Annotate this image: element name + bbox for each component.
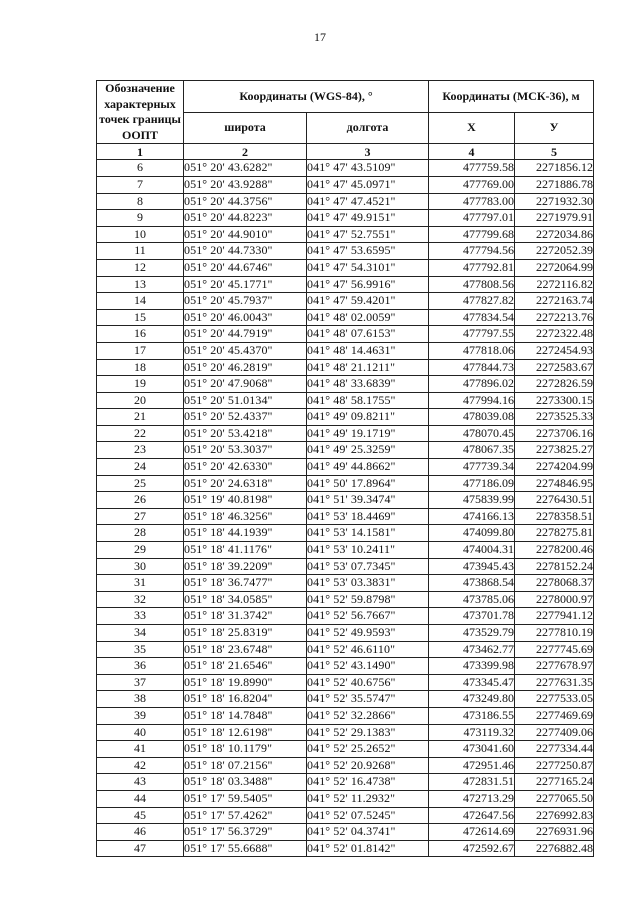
latitude-cell: 051° 20' 47.9068" — [184, 376, 307, 393]
x-cell: 473399.98 — [429, 658, 515, 675]
latitude-cell: 051° 20' 43.6282" — [184, 160, 307, 177]
longitude-cell: 041° 52' 07.5245" — [307, 807, 429, 824]
latitude-cell: 051° 17' 56.3729" — [184, 824, 307, 841]
y-cell: 2272213.76 — [515, 309, 594, 326]
point-number-cell: 26 — [97, 492, 184, 509]
x-cell: 477797.01 — [429, 210, 515, 227]
table-row — [97, 707, 594, 724]
table-row — [97, 226, 594, 243]
x-cell: 477794.56 — [429, 243, 515, 260]
point-number-cell: 36 — [97, 658, 184, 675]
longitude-cell: 041° 48' 07.6153" — [307, 326, 429, 343]
longitude-cell: 041° 53' 03.3831" — [307, 575, 429, 592]
point-number-cell: 15 — [97, 309, 184, 326]
point-number-cell: 27 — [97, 508, 184, 525]
latitude-cell: 051° 18' 34.0585" — [184, 591, 307, 608]
longitude-cell: 041° 49' 09.8211" — [307, 409, 429, 426]
point-number-cell: 28 — [97, 525, 184, 542]
y-cell: 2277941.12 — [515, 608, 594, 625]
longitude-cell: 041° 48' 21.1211" — [307, 359, 429, 376]
longitude-cell: 041° 52' 59.8798" — [307, 591, 429, 608]
y-cell: 2277631.35 — [515, 674, 594, 691]
latitude-cell: 051° 20' 45.1771" — [184, 276, 307, 293]
point-number-cell: 47 — [97, 840, 184, 857]
x-cell: 473529.79 — [429, 625, 515, 642]
longitude-cell: 041° 52' 40.6756" — [307, 674, 429, 691]
y-cell: 2277165.24 — [515, 774, 594, 791]
table-row — [97, 824, 594, 841]
table-row — [97, 259, 594, 276]
x-cell: 474099.80 — [429, 525, 515, 542]
table-row — [97, 276, 594, 293]
x-cell: 473345.47 — [429, 674, 515, 691]
point-number-cell: 22 — [97, 425, 184, 442]
x-cell: 473119.32 — [429, 724, 515, 741]
longitude-cell: 041° 52' 46.6110" — [307, 641, 429, 658]
latitude-cell: 051° 20' 44.7919" — [184, 326, 307, 343]
point-number-cell: 16 — [97, 326, 184, 343]
longitude-cell: 041° 52' 56.7667" — [307, 608, 429, 625]
latitude-cell: 051° 18' 36.7477" — [184, 575, 307, 592]
x-cell: 477827.82 — [429, 293, 515, 310]
y-cell: 2272116.82 — [515, 276, 594, 293]
longitude-cell: 041° 51' 39.3474" — [307, 492, 429, 509]
point-number-cell: 14 — [97, 293, 184, 310]
latitude-cell: 051° 18' 07.2156" — [184, 757, 307, 774]
latitude-cell: 051° 18' 41.1176" — [184, 542, 307, 559]
latitude-cell: 051° 18' 46.3256" — [184, 508, 307, 525]
longitude-cell: 041° 47' 54.3101" — [307, 259, 429, 276]
y-cell: 2277678.97 — [515, 658, 594, 675]
x-cell: 475839.99 — [429, 492, 515, 509]
point-number-cell: 35 — [97, 641, 184, 658]
longitude-cell: 041° 53' 18.4469" — [307, 508, 429, 525]
table-row — [97, 160, 594, 177]
point-number-cell: 24 — [97, 459, 184, 476]
y-cell: 2272826.59 — [515, 376, 594, 393]
x-cell: 474004.31 — [429, 542, 515, 559]
y-cell: 2272454.93 — [515, 342, 594, 359]
x-cell: 478067.35 — [429, 442, 515, 459]
x-cell: 477792.81 — [429, 259, 515, 276]
longitude-cell: 041° 47' 49.9151" — [307, 210, 429, 227]
latitude-cell: 051° 20' 45.7937" — [184, 293, 307, 310]
y-cell: 2276430.51 — [515, 492, 594, 509]
latitude-cell: 051° 18' 39.2209" — [184, 558, 307, 575]
y-cell: 2272034.86 — [515, 226, 594, 243]
y-cell: 2277065.50 — [515, 790, 594, 807]
point-number-cell: 31 — [97, 575, 184, 592]
longitude-cell: 041° 52' 01.8142" — [307, 840, 429, 857]
table-row — [97, 309, 594, 326]
x-cell: 473785.06 — [429, 591, 515, 608]
column-number: 4 — [429, 144, 515, 160]
point-number-cell: 23 — [97, 442, 184, 459]
latitude-cell: 051° 20' 53.4218" — [184, 425, 307, 442]
longitude-cell: 041° 52' 11.2932" — [307, 790, 429, 807]
latitude-cell: 051° 20' 44.3756" — [184, 193, 307, 210]
x-cell: 477844.73 — [429, 359, 515, 376]
y-cell: 2271886.78 — [515, 176, 594, 193]
latitude-cell: 051° 18' 31.3742" — [184, 608, 307, 625]
table-row — [97, 293, 594, 310]
header-y: У — [515, 112, 594, 144]
longitude-cell: 041° 49' 44.8662" — [307, 459, 429, 476]
table-row — [97, 608, 594, 625]
page-number: 17 — [314, 30, 326, 44]
table-row — [97, 359, 594, 376]
latitude-cell: 051° 20' 44.6746" — [184, 259, 307, 276]
latitude-cell: 051° 20' 53.3037" — [184, 442, 307, 459]
column-number: 3 — [307, 144, 429, 160]
latitude-cell: 051° 20' 44.7330" — [184, 243, 307, 260]
latitude-cell: 051° 18' 21.6546" — [184, 658, 307, 675]
longitude-cell: 041° 47' 47.4521" — [307, 193, 429, 210]
point-number-cell: 19 — [97, 376, 184, 393]
table-row — [97, 625, 594, 642]
y-cell: 2276992.83 — [515, 807, 594, 824]
x-cell: 473249.80 — [429, 691, 515, 708]
y-cell: 2278068.37 — [515, 575, 594, 592]
longitude-cell: 041° 48' 58.1755" — [307, 392, 429, 409]
coordinates-body — [97, 160, 594, 857]
longitude-cell: 041° 52' 16.4738" — [307, 774, 429, 791]
latitude-cell: 051° 20' 43.9288" — [184, 176, 307, 193]
table-row — [97, 724, 594, 741]
point-number-cell: 39 — [97, 707, 184, 724]
latitude-cell: 051° 17' 57.4262" — [184, 807, 307, 824]
table-row — [97, 326, 594, 343]
x-cell: 472713.29 — [429, 790, 515, 807]
x-cell: 473701.78 — [429, 608, 515, 625]
latitude-cell: 051° 20' 44.8223" — [184, 210, 307, 227]
x-cell: 472647.56 — [429, 807, 515, 824]
y-cell: 2273825.27 — [515, 442, 594, 459]
x-cell: 472951.46 — [429, 757, 515, 774]
point-number-cell: 40 — [97, 724, 184, 741]
x-cell: 477797.55 — [429, 326, 515, 343]
point-number-cell: 46 — [97, 824, 184, 841]
point-number-cell: 21 — [97, 409, 184, 426]
latitude-cell: 051° 19' 40.8198" — [184, 492, 307, 509]
longitude-cell: 041° 49' 19.1719" — [307, 425, 429, 442]
y-cell: 2272163.74 — [515, 293, 594, 310]
longitude-cell: 041° 52' 04.3741" — [307, 824, 429, 841]
y-cell: 2278200.46 — [515, 542, 594, 559]
point-number-cell: 44 — [97, 790, 184, 807]
table-row — [97, 376, 594, 393]
point-number-cell: 30 — [97, 558, 184, 575]
x-cell: 477818.06 — [429, 342, 515, 359]
longitude-cell: 041° 47' 52.7551" — [307, 226, 429, 243]
y-cell: 2278275.81 — [515, 525, 594, 542]
table-row — [97, 674, 594, 691]
x-cell: 473186.55 — [429, 707, 515, 724]
longitude-cell: 041° 48' 33.6839" — [307, 376, 429, 393]
longitude-cell: 041° 47' 53.6595" — [307, 243, 429, 260]
table-row — [97, 641, 594, 658]
x-cell: 477769.00 — [429, 176, 515, 193]
x-cell: 477186.09 — [429, 475, 515, 492]
point-number-cell: 20 — [97, 392, 184, 409]
longitude-cell: 041° 47' 59.4201" — [307, 293, 429, 310]
table-row — [97, 243, 594, 260]
latitude-cell: 051° 18' 10.1179" — [184, 741, 307, 758]
latitude-cell: 051° 18' 44.1939" — [184, 525, 307, 542]
point-number-cell: 25 — [97, 475, 184, 492]
table-row — [97, 575, 594, 592]
x-cell: 478070.45 — [429, 425, 515, 442]
x-cell: 473041.60 — [429, 741, 515, 758]
point-number-cell: 42 — [97, 757, 184, 774]
table-row — [97, 774, 594, 791]
longitude-cell: 041° 50' 17.8964" — [307, 475, 429, 492]
longitude-cell: 041° 52' 43.1490" — [307, 658, 429, 675]
longitude-cell: 041° 47' 45.0971" — [307, 176, 429, 193]
latitude-cell: 051° 18' 14.7848" — [184, 707, 307, 724]
point-number-cell: 29 — [97, 542, 184, 559]
table-row — [97, 525, 594, 542]
x-cell: 474166.13 — [429, 508, 515, 525]
y-cell: 2271979.91 — [515, 210, 594, 227]
y-cell: 2273525.33 — [515, 409, 594, 426]
y-cell: 2278152.24 — [515, 558, 594, 575]
table-row — [97, 658, 594, 675]
longitude-cell: 041° 48' 14.4631" — [307, 342, 429, 359]
header-msk36: Координаты (МСК-36), м — [429, 81, 594, 113]
column-number-row — [97, 144, 594, 160]
x-cell: 477739.34 — [429, 459, 515, 476]
point-number-cell: 10 — [97, 226, 184, 243]
table-row — [97, 210, 594, 227]
latitude-cell: 051° 20' 44.9010" — [184, 226, 307, 243]
longitude-cell: 041° 52' 35.5747" — [307, 691, 429, 708]
table-row — [97, 757, 594, 774]
x-cell: 473945.43 — [429, 558, 515, 575]
y-cell: 2272052.39 — [515, 243, 594, 260]
point-number-cell: 41 — [97, 741, 184, 758]
table-row — [97, 508, 594, 525]
latitude-cell: 051° 18' 19.8990" — [184, 674, 307, 691]
x-cell: 477834.54 — [429, 309, 515, 326]
table-row — [97, 342, 594, 359]
point-number-cell: 38 — [97, 691, 184, 708]
x-cell: 478039.08 — [429, 409, 515, 426]
y-cell: 2278358.51 — [515, 508, 594, 525]
y-cell: 2277533.05 — [515, 691, 594, 708]
y-cell: 2277409.06 — [515, 724, 594, 741]
table-row — [97, 193, 594, 210]
y-cell: 2277469.69 — [515, 707, 594, 724]
y-cell: 2274846.95 — [515, 475, 594, 492]
table-row — [97, 392, 594, 409]
longitude-cell: 041° 52' 29.1383" — [307, 724, 429, 741]
x-cell: 477783.00 — [429, 193, 515, 210]
point-number-cell: 6 — [97, 160, 184, 177]
x-cell: 477799.68 — [429, 226, 515, 243]
latitude-cell: 051° 18' 03.3488" — [184, 774, 307, 791]
x-cell: 473462.77 — [429, 641, 515, 658]
y-cell: 2271856.12 — [515, 160, 594, 177]
column-number: 1 — [97, 144, 184, 160]
table-row — [97, 475, 594, 492]
point-number-cell: 8 — [97, 193, 184, 210]
table-row — [97, 741, 594, 758]
column-number: 5 — [515, 144, 594, 160]
point-number-cell: 13 — [97, 276, 184, 293]
y-cell: 2278000.97 — [515, 591, 594, 608]
longitude-cell: 041° 52' 20.9268" — [307, 757, 429, 774]
y-cell: 2277334.44 — [515, 741, 594, 758]
x-cell: 472831.51 — [429, 774, 515, 791]
y-cell: 2276882.48 — [515, 840, 594, 857]
latitude-cell: 051° 20' 42.6330" — [184, 459, 307, 476]
y-cell: 2271932.30 — [515, 193, 594, 210]
point-number-cell: 11 — [97, 243, 184, 260]
point-number-cell: 17 — [97, 342, 184, 359]
point-number-cell: 37 — [97, 674, 184, 691]
latitude-cell: 051° 20' 51.0134" — [184, 392, 307, 409]
y-cell: 2277745.69 — [515, 641, 594, 658]
table-row — [97, 790, 594, 807]
y-cell: 2277250.87 — [515, 757, 594, 774]
x-cell: 472614.69 — [429, 824, 515, 841]
header-point-designation: Обозначение характерных точек границы ООПТ — [97, 81, 184, 144]
point-number-cell: 7 — [97, 176, 184, 193]
table-row — [97, 176, 594, 193]
y-cell: 2272583.67 — [515, 359, 594, 376]
longitude-cell: 041° 47' 43.5109" — [307, 160, 429, 177]
longitude-cell: 041° 53' 07.7345" — [307, 558, 429, 575]
point-number-cell: 12 — [97, 259, 184, 276]
table-row — [97, 807, 594, 824]
longitude-cell: 041° 52' 49.9593" — [307, 625, 429, 642]
latitude-cell: 051° 20' 46.0043" — [184, 309, 307, 326]
x-cell: 473868.54 — [429, 575, 515, 592]
y-cell: 2272322.48 — [515, 326, 594, 343]
header-x: Х — [429, 112, 515, 144]
y-cell: 2272064.99 — [515, 259, 594, 276]
y-cell: 2277810.19 — [515, 625, 594, 642]
longitude-cell: 041° 48' 02.0059" — [307, 309, 429, 326]
latitude-cell: 051° 17' 55.6688" — [184, 840, 307, 857]
point-number-cell: 18 — [97, 359, 184, 376]
header-longitude: долгота — [307, 112, 429, 144]
table-row — [97, 442, 594, 459]
x-cell: 477808.56 — [429, 276, 515, 293]
latitude-cell: 051° 20' 24.6318" — [184, 475, 307, 492]
column-number: 2 — [184, 144, 307, 160]
y-cell: 2276931.96 — [515, 824, 594, 841]
y-cell: 2273706.16 — [515, 425, 594, 442]
x-cell: 477896.02 — [429, 376, 515, 393]
x-cell: 477759.58 — [429, 160, 515, 177]
longitude-cell: 041° 47' 56.9916" — [307, 276, 429, 293]
latitude-cell: 051° 18' 25.8319" — [184, 625, 307, 642]
table-row — [97, 409, 594, 426]
y-cell: 2273300.15 — [515, 392, 594, 409]
table-row — [97, 425, 594, 442]
latitude-cell: 051° 17' 59.5405" — [184, 790, 307, 807]
header-latitude: широта — [184, 112, 307, 144]
longitude-cell: 041° 52' 25.2652" — [307, 741, 429, 758]
longitude-cell: 041° 53' 14.1581" — [307, 525, 429, 542]
latitude-cell: 051° 20' 45.4370" — [184, 342, 307, 359]
x-cell: 472592.67 — [429, 840, 515, 857]
latitude-cell: 051° 20' 46.2819" — [184, 359, 307, 376]
point-number-cell: 32 — [97, 591, 184, 608]
point-number-cell: 33 — [97, 608, 184, 625]
latitude-cell: 051° 20' 52.4337" — [184, 409, 307, 426]
longitude-cell: 041° 52' 32.2866" — [307, 707, 429, 724]
point-number-cell: 45 — [97, 807, 184, 824]
longitude-cell: 041° 49' 25.3259" — [307, 442, 429, 459]
point-number-cell: 9 — [97, 210, 184, 227]
table-row — [97, 542, 594, 559]
x-cell: 477994.16 — [429, 392, 515, 409]
coordinates-table — [96, 80, 594, 857]
header-wgs84: Координаты (WGS-84), ° — [184, 81, 429, 113]
latitude-cell: 051° 18' 16.8204" — [184, 691, 307, 708]
point-number-cell: 34 — [97, 625, 184, 642]
point-number-cell: 43 — [97, 774, 184, 791]
longitude-cell: 041° 53' 10.2411" — [307, 542, 429, 559]
table-row — [97, 691, 594, 708]
table-row — [97, 492, 594, 509]
y-cell: 2274204.99 — [515, 459, 594, 476]
table-row — [97, 558, 594, 575]
table-row — [97, 840, 594, 857]
latitude-cell: 051° 18' 23.6748" — [184, 641, 307, 658]
latitude-cell: 051° 18' 12.6198" — [184, 724, 307, 741]
table-row — [97, 459, 594, 476]
table-row — [97, 591, 594, 608]
